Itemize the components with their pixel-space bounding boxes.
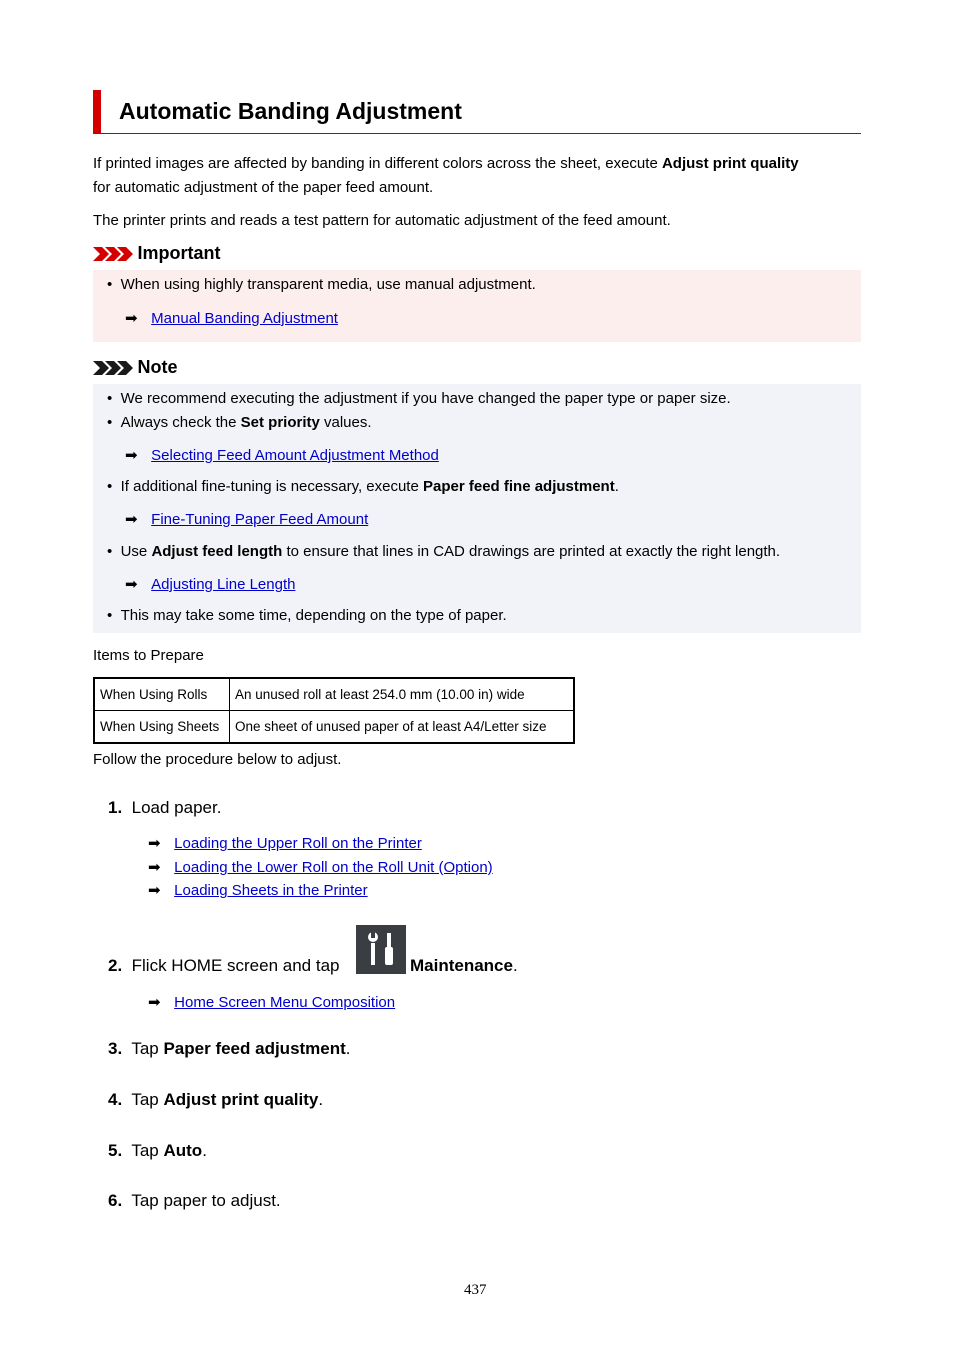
step-1-link-row-2 [148, 858, 493, 876]
note-link-row-4 [125, 575, 295, 593]
step-5 [108, 1141, 207, 1161]
arrow-right-icon: ➡ [148, 994, 161, 1011]
important-link-row-1 [125, 309, 338, 327]
important-item-1-text: When using highly transparent media, use manual adjustment. [120, 276, 536, 293]
step-2-bold: Maintenance [410, 956, 513, 975]
step-3-text: Tap [131, 1039, 164, 1058]
link-loading-lower-roll[interactable]: Loading the Lower Roll on the Roll Unit (Option) [174, 859, 493, 876]
step-1-link-row-1 [148, 834, 422, 852]
table-row [94, 678, 574, 711]
step-1 [108, 798, 221, 818]
step-number: 4. [108, 1090, 123, 1109]
step-3 [108, 1039, 351, 1059]
arrow-right-icon: ➡ [148, 859, 161, 876]
note-link-row-3 [125, 510, 368, 528]
arrow-right-icon: ➡ [125, 576, 138, 593]
arrow-right-icon: ➡ [148, 835, 161, 852]
note-item-4-bold: Adjust feed length [151, 543, 283, 560]
link-adjusting-line-length[interactable]: Adjusting Line Length [151, 576, 296, 593]
note-item-1: • We recommend executing the adjustment if you have changed the paper type or paper size. [107, 390, 731, 407]
note-arrows-icon [93, 358, 133, 378]
note-header [93, 357, 177, 378]
step-6 [108, 1191, 281, 1211]
important-item-1: • When using highly transparent media, use manual adjustment. [107, 276, 536, 293]
important-arrows-icon [93, 244, 133, 264]
link-fine-tuning-paper-feed[interactable]: Fine-Tuning Paper Feed Amount [151, 511, 369, 528]
link-loading-sheets[interactable]: Loading Sheets in the Printer [174, 882, 368, 899]
note-heading: Note [137, 357, 178, 377]
step-number: 5. [108, 1141, 123, 1160]
maintenance-icon [356, 925, 406, 974]
arrow-right-icon: ➡ [125, 310, 138, 327]
page-number: 437 [464, 1282, 487, 1298]
step-4-text: Tap [131, 1090, 164, 1109]
step-number: 6. [108, 1191, 123, 1210]
link-home-screen-menu[interactable]: Home Screen Menu Composition [174, 994, 396, 1011]
note-item-5: • This may take some time, depending on the type of paper. [107, 607, 507, 624]
items-to-prepare-label: Items to Prepare [93, 647, 204, 664]
step-5-end: . [202, 1141, 207, 1160]
note-item-3-bold: Paper feed fine adjustment [423, 478, 615, 495]
step-4-bold: Adjust print quality [163, 1090, 319, 1109]
step-2-end: . [512, 956, 518, 975]
prepare-table [93, 677, 575, 744]
arrow-right-icon: ➡ [148, 882, 161, 899]
intro-paragraph-1 [93, 152, 863, 200]
step-2 [108, 956, 340, 976]
note-item-5-text: This may take some time, depending on the type of paper. [120, 607, 507, 624]
table-cell: When Using Sheets [94, 711, 230, 744]
note-item-3-text: If additional fine-tuning is necessary, execute [120, 478, 423, 495]
intro-bold-term: Adjust print quality [661, 155, 799, 172]
note-link-row-2 [125, 446, 439, 464]
intro-text-cont: for automatic adjustment of the paper feed amount. [93, 179, 434, 196]
step-6-text: Tap paper to adjust. [131, 1191, 281, 1210]
arrow-right-icon: ➡ [125, 447, 138, 464]
step-5-bold: Auto [163, 1141, 203, 1160]
important-heading: Important [137, 243, 221, 263]
link-selecting-feed-amount[interactable]: Selecting Feed Amount Adjustment Method [151, 447, 439, 464]
note-item-2-bold: Set priority [240, 414, 320, 431]
note-item-4: • Use Adjust feed length to ensure that lines in CAD drawings are printed at exactly the right length. [107, 543, 781, 560]
step-2-text: Flick HOME screen and tap [131, 956, 340, 975]
step-number: 2. [108, 956, 123, 975]
table-cell: When Using Rolls [94, 678, 230, 711]
note-item-2: • Always check the Set priority values. [107, 414, 372, 431]
table-cell: One sheet of unused paper of at least A4/Letter size [230, 711, 575, 744]
page-title: Automatic Banding Adjustment [119, 98, 462, 124]
section-title-bar [93, 90, 861, 134]
step-2-bold-row [410, 956, 518, 976]
step-4-end: . [318, 1090, 324, 1109]
note-item-4-text: Use [120, 543, 152, 560]
step-number: 3. [108, 1039, 123, 1058]
note-item-3-end: . [614, 478, 619, 495]
note-item-4-end: to ensure that lines in CAD drawings are printed at exactly the right length. [282, 543, 781, 560]
table-row [94, 711, 574, 744]
note-item-3: • If additional fine-tuning is necessary, execute Paper feed fine adjustment. [107, 478, 619, 495]
intro-paragraph-2: The printer prints and reads a test pattern for automatic adjustment of the feed amount. [93, 212, 671, 229]
step-1-link-row-3 [148, 881, 368, 899]
step-3-bold: Paper feed adjustment [163, 1039, 346, 1058]
step-3-end: . [345, 1039, 351, 1058]
note-item-2-end: values. [319, 414, 372, 431]
step-2-link-row [148, 993, 395, 1011]
note-item-2-text: Always check the [120, 414, 241, 431]
title-accent-bar [93, 90, 101, 133]
note-item-1-text: We recommend executing the adjustment if you have changed the paper type or paper size. [120, 390, 731, 407]
step-number: 1. [108, 798, 123, 817]
important-header [93, 243, 220, 264]
follow-procedure-text: Follow the procedure below to adjust. [93, 751, 342, 768]
step-4 [108, 1090, 323, 1110]
step-5-text: Tap [131, 1141, 164, 1160]
step-1-text: Load paper. [131, 798, 222, 817]
link-loading-upper-roll[interactable]: Loading the Upper Roll on the Printer [174, 835, 422, 852]
arrow-right-icon: ➡ [125, 511, 138, 528]
intro-text: If printed images are affected by banding in different colors across the sheet, execute [93, 155, 662, 172]
table-cell: An unused roll at least 254.0 mm (10.00 in) wide [230, 678, 575, 711]
link-manual-banding-adjustment[interactable]: Manual Banding Adjustment [151, 310, 338, 327]
